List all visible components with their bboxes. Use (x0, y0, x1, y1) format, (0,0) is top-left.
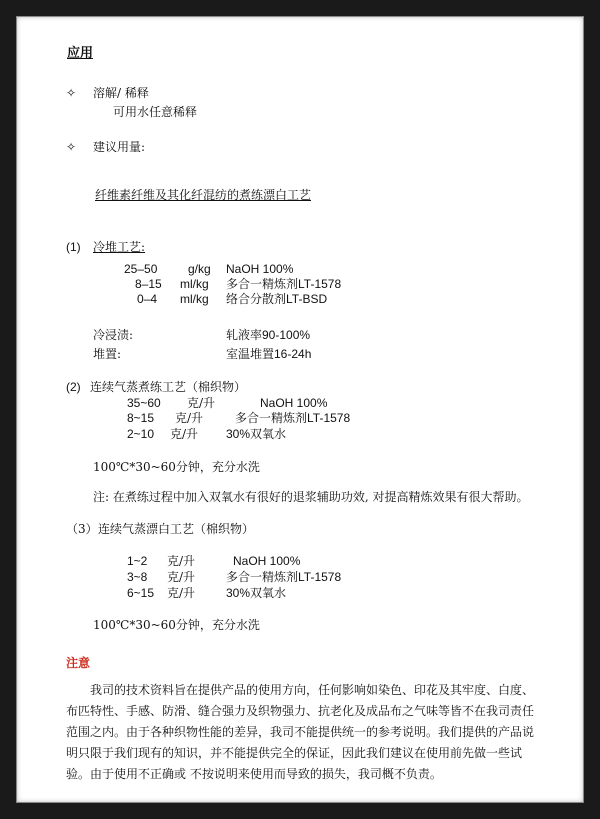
steam-scour-number: (2) (66, 380, 81, 394)
steam-bleach-qty: 3~8 (127, 570, 148, 584)
steam-bleach-qty: 6~15 (127, 586, 155, 600)
steam-bleach-chem: 30%双氧水 (226, 586, 287, 600)
cold-pad-qty: 0–4 (137, 292, 158, 306)
steam-scour-title: 连续气蒸煮练工艺（棉织物） (90, 380, 247, 394)
steam-scour-qty: 35~60 (127, 396, 161, 410)
steam-scour-condition: 100℃*30~60分钟，充分水洗 (93, 460, 260, 474)
bullet-icon: ✧ (66, 140, 77, 154)
steam-bleach-number: （3） (66, 522, 98, 536)
notice-text: 我司的技术资料旨在提供产品的使用方向，任何影响如染色、印花及其牢度、白度、布匹特性、手感、防滑、缝合强力及织物强力、抗老化及成品布之气味等皆不在我司责任范围之内。由于各种织物性能的差异，我司不能提供统一的参考说明。我们提供的产品说明只限于我们现有的知识，并不能提供完全的保证，因此我们建议在使用前先做一些试验。由于使用不正确或 不按说明来使用而导致的损失，我司概不负责。 (66, 683, 535, 781)
dissolve-text: 可用水任意稀释 (113, 105, 198, 119)
dissolve-title: 溶解/ 稀释 (93, 86, 149, 100)
steam-scour-qty: 8~15 (127, 411, 155, 425)
cold-pad-param-label: 冷浸渍: (93, 328, 134, 342)
cold-pad-param-value: 轧液率90-100% (226, 328, 311, 342)
cold-pad-unit: g/kg (188, 262, 211, 276)
cold-pad-param-value: 室温堆置16-24h (226, 347, 312, 361)
steam-scour-chem: 多合一精炼剂LT-1578 (235, 411, 351, 425)
steam-bleach-chem: 多合一精炼剂LT-1578 (226, 570, 342, 584)
steam-scour-unit: 克/升 (170, 427, 199, 441)
steam-scour-unit: 克/升 (187, 396, 216, 410)
steam-bleach-unit: 克/升 (167, 586, 196, 600)
cold-pad-title: 冷堆工艺: (93, 240, 146, 254)
steam-scour-chem: 30%双氧水 (226, 427, 287, 441)
steam-bleach-unit: 克/升 (167, 554, 196, 568)
cold-pad-qty: 8–15 (135, 277, 162, 291)
cold-pad-chem: NaOH 100% (226, 262, 294, 276)
steam-bleach-title: 连续气蒸漂白工艺（棉织物） (98, 522, 255, 536)
cold-pad-chem: 多合一精炼剂LT-1578 (226, 277, 342, 291)
steam-bleach-condition: 100℃*30~60分钟，充分水洗 (93, 618, 260, 632)
cold-pad-param-label: 堆置: (93, 347, 122, 361)
process-title: 纤维素纤维及其化纤混纺的煮练漂白工艺 (95, 188, 312, 202)
cold-pad-unit: ml/kg (180, 292, 209, 306)
steam-bleach-qty: 1~2 (127, 554, 148, 568)
cold-pad-unit: ml/kg (180, 277, 209, 291)
cold-pad-number: (1) (66, 240, 81, 254)
notice-title: 注意 (66, 656, 91, 670)
steam-bleach-chem: NaOH 100% (233, 554, 301, 568)
steam-bleach-unit: 克/升 (167, 570, 196, 584)
suggest-title: 建议用量: (93, 140, 146, 154)
steam-scour-unit: 克/升 (175, 411, 204, 425)
steam-scour-note: 注: 在煮练过程中加入双氧水有很好的退浆辅助功效, 对提高精炼效果有很大帮助。 (93, 490, 529, 504)
section-title: 应用 (67, 45, 94, 60)
steam-scour-chem: NaOH 100% (260, 396, 328, 410)
bullet-icon: ✧ (66, 86, 77, 100)
cold-pad-qty: 25–50 (124, 262, 158, 276)
steam-scour-qty: 2~10 (127, 427, 155, 441)
cold-pad-chem: 络合分散剂LT-BSD (226, 292, 328, 306)
